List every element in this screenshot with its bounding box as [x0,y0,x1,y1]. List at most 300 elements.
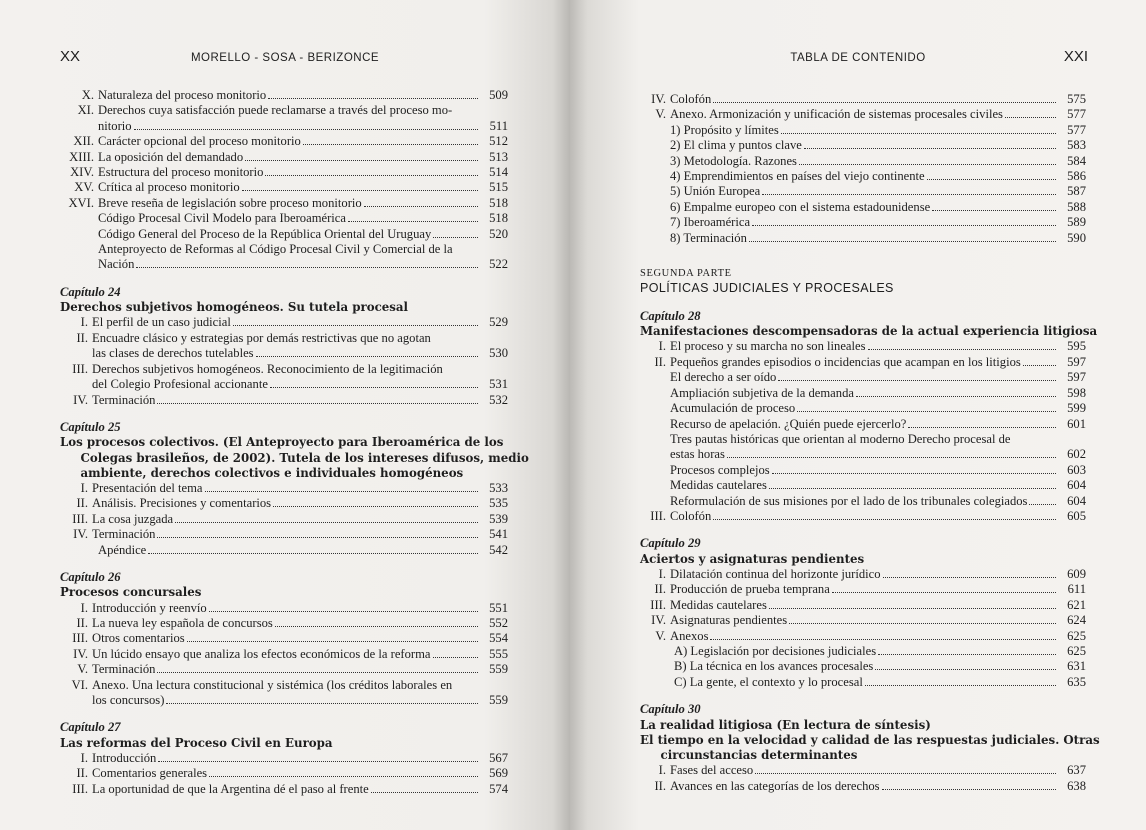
entry-page: 590 [1067,230,1086,245]
entry-number: II. [654,778,666,793]
toc-entry [640,417,1086,432]
dot-leader [789,623,1056,624]
entry-page: 569 [489,766,508,781]
toc-entry [60,631,508,646]
toc-entry [640,613,1086,628]
dot-leader [148,553,478,554]
entry-title: Tres pautas históricas que orientan al moderno Derecho procesal de [670,431,1011,446]
entry-title: Derechos subjetivos homogéneos. Reconocimiento de la legitimación [92,361,443,376]
entry-title: El derecho a ser oído [670,370,777,385]
entry-title: Dilatación continua del horizonte jurídico [670,566,881,581]
entry-number: III. [650,508,666,523]
entry-number: VI. [71,677,88,692]
dot-leader [713,102,1056,103]
entry-title: C) La gente, el contexto y lo procesal [674,674,863,689]
toc-entry [640,509,1086,524]
toc-entry [60,150,508,165]
entry-page: 638 [1067,778,1086,793]
chapter-label: Capítulo 29 [640,536,701,551]
entry-number: II. [76,496,88,511]
chapter-title: circunstancias determinantes [640,748,858,763]
entry-page: 533 [489,480,508,495]
dot-leader [762,194,1056,195]
toc-entry [640,123,1086,138]
entry-number: I. [658,339,666,354]
entry-page: 602 [1067,447,1086,462]
left-folio: XX [60,48,81,65]
entry-title: nitorio [98,118,132,133]
entry-number: XII. [73,134,94,149]
chapter-title: Aciertos y asignaturas pendientes [640,551,865,566]
chapter-title: La realidad litigiosa (En lectura de síntesis) [640,717,931,732]
toc-entry [60,242,478,257]
entry-page: 609 [1067,566,1086,581]
toc-entry [640,355,1086,370]
entry-number: IV. [73,392,88,407]
entry-number: I. [658,763,666,778]
entry-title: Crítica al proceso monitorio [98,180,240,195]
entry-title: 2) El clima y puntos clave [670,138,802,153]
toc-entry [640,659,1086,674]
toc-entry [60,211,508,226]
toc-entry [60,227,508,242]
entry-number: II. [76,330,88,345]
entry-title: Ampliación subjetiva de la demanda [670,385,854,400]
dot-leader [856,396,1056,397]
dot-leader [882,789,1056,790]
entry-page: 587 [1067,184,1086,199]
dot-leader [755,773,1056,774]
dot-leader [1023,365,1056,366]
toc-entry [60,315,508,330]
entry-title: Fases del acceso [670,763,754,778]
entry-title: Naturaleza del proceso monitorio [98,88,267,102]
dot-leader [268,98,478,99]
entry-title: Otros comentarios [92,631,185,646]
entry-title: las clases de derechos tutelables [92,346,254,361]
toc-entry [640,478,1086,493]
dot-leader [769,488,1056,489]
dot-leader [778,380,1056,381]
toc-entry [60,647,508,662]
toc-entry [60,662,508,677]
entry-page: 604 [1067,478,1086,493]
entry-number: II. [654,582,666,597]
dot-leader [710,639,1056,640]
entry-number: IV. [73,646,88,661]
dot-leader [1029,504,1056,505]
toc-entry [60,393,508,408]
toc-entry [640,231,1086,246]
toc-entry [60,165,508,180]
toc-entry [60,693,508,708]
entry-page: 624 [1067,613,1086,628]
toc-entry [640,463,1086,478]
chapter-label: Capítulo 30 [640,702,701,717]
entry-page: 577 [1067,107,1086,122]
entry-title: Terminación [92,392,156,407]
toc-entry [640,138,1086,153]
dot-leader [256,356,478,357]
entry-title: Derechos cuya satisfacción puede reclamarse a través del proceso mo- [98,103,453,118]
toc-entry [60,496,508,511]
dot-leader [865,685,1056,686]
entry-title: los concursos) [92,693,165,708]
entry-title: Colofón [670,508,712,523]
dot-leader [157,537,478,538]
entry-number: XIV. [70,165,94,180]
dot-leader [713,519,1056,520]
toc-entry [640,401,1086,416]
toc-entry [60,180,508,195]
entry-page: 555 [489,646,508,661]
toc-entry [60,751,508,766]
toc-entry [640,567,1086,582]
entry-page: 599 [1067,401,1086,416]
dot-leader [932,210,1056,211]
entry-number: IV. [73,527,88,542]
entry-title: Terminación [92,662,156,677]
entry-number: XV. [74,180,94,195]
dot-leader [875,669,1056,670]
entry-page: 542 [489,542,508,557]
toc-entry [60,103,478,118]
entry-title: Avances en las categorías de los derechos [670,778,880,793]
toc-entry [640,339,1086,354]
entry-page: 567 [489,751,508,766]
entry-page: 635 [1067,674,1086,689]
entry-title: Terminación [92,527,156,542]
entry-title: Análisis. Precisiones y comentarios [92,496,272,511]
dot-leader [364,206,478,207]
entry-page: 554 [489,631,508,646]
entry-title: 7) Iberoamérica [670,215,751,230]
toc-entry [60,543,508,558]
dot-leader [157,672,478,673]
dot-leader [245,160,478,161]
dot-leader [242,190,478,191]
entry-page: 597 [1067,354,1086,369]
entry-title: del Colegio Profesional accionante [92,377,268,392]
dot-leader [927,179,1056,180]
dot-leader [265,175,478,176]
entry-title: estas horas [670,447,725,462]
entry-number: XVI. [68,195,94,210]
entry-title: 3) Metodología. Razones [670,153,797,168]
entry-page: 530 [489,346,508,361]
entry-title: Procesos complejos [670,462,770,477]
entry-page: 551 [489,600,508,615]
dot-leader [371,792,478,793]
entry-number: XIII. [69,149,94,164]
dot-leader [157,403,478,404]
entry-number: V. [655,107,666,122]
toc-entry [60,616,508,631]
toc-entry [640,184,1086,199]
toc-entry [60,377,508,392]
entry-title: Código General del Proceso de la República Oriental del Uruguay [98,226,432,241]
toc-entry [60,527,508,542]
entry-number: I. [80,751,88,766]
entry-page: 518 [489,211,508,226]
chapter-label: Capítulo 27 [60,720,121,735]
chapter-label: Capítulo 26 [60,569,121,584]
chapter-label: Capítulo 28 [640,308,701,323]
dot-leader [348,221,478,222]
toc-entry [640,154,1086,169]
right-page [570,0,1146,830]
entry-page: 611 [1067,582,1086,597]
chapter-title: Las reformas del Proceso Civil en Europa [60,735,333,750]
entry-page: 631 [1067,659,1086,674]
entry-page: 559 [489,662,508,677]
entry-title: B) La técnica en los avances procesales [674,659,874,674]
toc-entry [640,675,1086,690]
entry-page: 583 [1067,138,1086,153]
entry-title: Pequeños grandes episodios o incidencias que acampan en los litigios [670,354,1021,369]
toc-entry [640,215,1086,230]
entry-page: 597 [1067,370,1086,385]
entry-title: Carácter opcional del proceso monitorio [98,134,301,149]
entry-page: 552 [489,615,508,630]
entry-page: 518 [489,195,508,210]
chapter-title: Colegas brasileños, de 2002). Tutela de los intereses difusos, medio [60,450,529,465]
chapter-title: El tiempo en la velocidad y calidad de las respuestas judiciales. Otras [640,732,1100,747]
dot-leader [769,608,1056,609]
entry-title: A) Legislación por decisiones judiciales [674,644,877,658]
toc-entry [640,169,1086,184]
entry-title: Introducción y reenvío [92,600,207,615]
entry-title: El proceso y su marcha no son lineales [670,339,866,354]
toc-entry [640,200,1086,215]
entry-page: 603 [1067,462,1086,477]
entry-page: 559 [489,693,508,708]
entry-page: 577 [1067,122,1086,137]
left-toc [60,88,529,797]
entry-page: 625 [1067,628,1086,643]
right-folio: XXI [1063,48,1088,65]
dot-leader [727,457,1056,458]
dot-leader [749,241,1056,242]
entry-number: II. [654,354,666,369]
entry-title: Un lúcido ensayo que analiza los efectos económicos de la reforma [92,646,431,661]
toc-entry [60,766,508,781]
toc-entry [60,512,508,527]
dot-leader [166,703,478,704]
entry-number: III. [72,631,88,646]
entry-number: V. [77,662,88,677]
entry-number: XI. [77,103,94,118]
entry-title: Asignaturas pendientes [670,613,788,628]
toc-entry [60,782,508,797]
entry-title: Anexo. Una lectura constitucional y sistémica (los créditos laborales en [92,677,453,692]
entry-page: 512 [489,134,508,149]
entry-title: Medidas cautelares [670,597,767,612]
chapter-title: Los procesos colectivos. (El Anteproyecto para Iberoamérica de los [60,435,504,450]
entry-title: Anexo. Armonización y unificación de sistemas procesales civiles [670,107,1003,122]
toc-entry [60,257,508,272]
toc-entry [640,763,1086,778]
toc-entry [60,362,478,377]
toc-entry [60,196,508,211]
dot-leader [799,164,1056,165]
dot-leader [209,611,478,612]
entry-title: Anexos [670,628,709,643]
entry-page: 515 [489,180,508,195]
entry-title: 6) Empalme europeo con el sistema estadounidense [670,199,931,214]
dot-leader [883,577,1056,578]
chapter-label: Capítulo 24 [60,284,121,299]
toc-entry [640,582,1086,597]
dot-leader [233,325,478,326]
dot-leader [158,761,478,762]
entry-page: 637 [1067,763,1086,778]
entry-title: Presentación del tema [92,480,203,495]
chapter-title: Derechos subjetivos homogéneos. Su tutela procesal [60,300,409,315]
entry-title: Recurso de apelación. ¿Quién puede ejercerlo? [670,416,907,431]
entry-number: III. [72,361,88,376]
entry-number: I. [80,480,88,495]
right-toc [640,92,1100,794]
toc-entry [60,119,508,134]
entry-page: 589 [1067,215,1086,230]
entry-title: Nación [98,257,135,272]
entry-page: 574 [489,781,508,796]
entry-number: III. [650,597,666,612]
entry-number: III. [72,511,88,526]
entry-number: IV. [651,92,666,106]
entry-title: La oposición del demandado [98,149,244,164]
dot-leader [433,657,478,658]
entry-title: 5) Unión Europea [670,184,761,199]
chapter-title: Procesos concursales [60,585,202,600]
entry-page: 513 [489,149,508,164]
entry-page: 532 [489,392,508,407]
entry-page: 535 [489,496,508,511]
entry-page: 586 [1067,169,1086,184]
toc-entry [60,88,508,103]
entry-page: 529 [489,315,508,330]
entry-number: I. [658,566,666,581]
dot-leader [273,506,478,507]
entry-title: Anteproyecto de Reformas al Código Procesal Civil y Comercial de la [98,242,453,257]
entry-number: I. [80,600,88,615]
toc-entry [640,447,1086,462]
entry-page: 595 [1067,339,1086,354]
toc-entry [60,678,478,693]
entry-title: Código Procesal Civil Modelo para Iberoamérica [98,211,346,226]
entry-title: La nueva ley española de concursos [92,615,273,630]
dot-leader [205,491,478,492]
entry-page: 522 [489,257,508,272]
part-label: SEGUNDA PARTE [640,268,732,280]
entry-title: Medidas cautelares [670,478,767,493]
chapter-label: Capítulo 25 [60,419,121,434]
dot-leader [134,129,478,130]
entry-title: Apéndice [98,542,147,557]
entry-page: 598 [1067,385,1086,400]
dot-leader [908,427,1056,428]
entry-page: 588 [1067,199,1086,214]
dot-leader [270,387,478,388]
toc-entry [640,432,1056,447]
chapter-title: ambiente, derechos colectivos e individuales homogéneos [60,465,464,480]
entry-title: 1) Propósito y límites [670,122,779,137]
toc-entry [640,107,1086,122]
dot-leader [1005,117,1056,118]
entry-page: 584 [1067,153,1086,168]
toc-entry [60,481,508,496]
entry-number: III. [72,781,88,796]
dot-leader [772,473,1056,474]
entry-title: Estructura del proceso monitorio [98,165,264,180]
entry-number: I. [80,315,88,330]
left-page [0,0,570,830]
left-running-header: MORELLO - SOSA - BERIZONCE [190,52,380,64]
toc-entry [640,598,1086,613]
dot-leader [797,411,1056,412]
entry-number: IV. [651,613,666,628]
entry-title: Colofón [670,92,712,106]
entry-number: II. [76,766,88,781]
entry-page: 509 [489,88,508,102]
toc-entry [640,370,1086,385]
toc-entry [60,346,508,361]
entry-title: Breve reseña de legislación sobre proceso monitorio [98,195,362,210]
toc-entry [60,601,508,616]
toc-entry [640,494,1086,509]
entry-title: El perfil de un caso judicial [92,315,231,330]
chapter-title: Manifestaciones descompensadoras de la actual experiencia litigiosa [640,324,1098,339]
dot-leader [752,225,1056,226]
entry-page: 621 [1067,597,1086,612]
toc-entry [60,331,478,346]
dot-leader [868,349,1057,350]
entry-title: Acumulación de proceso [670,401,796,416]
entry-page: 575 [1067,92,1086,106]
dot-leader [832,592,1056,593]
toc-entry [640,386,1086,401]
toc-entry [640,779,1086,794]
entry-page: 511 [489,118,508,133]
right-running-header: TABLA DE CONTENIDO [790,52,926,64]
entry-title: La cosa juzgada [92,511,174,526]
entry-page: 520 [489,226,508,241]
entry-page: 514 [489,165,508,180]
toc-entry [640,92,1086,107]
entry-page: 539 [489,511,508,526]
dot-leader [275,626,478,627]
entry-page: 541 [489,527,508,542]
entry-title: Introducción [92,751,157,766]
entry-title: Comentarios generales [92,766,208,781]
entry-number: X. [81,88,94,102]
entry-page: 531 [489,377,508,392]
toc-entry [640,629,1086,644]
entry-page: 625 [1067,644,1086,658]
entry-number: V. [655,628,666,643]
entry-page: 604 [1067,493,1086,508]
entry-title: 8) Terminación [670,230,747,245]
entry-title: La oportunidad de que la Argentina dé el paso al frente [92,781,369,796]
dot-leader [804,148,1056,149]
dot-leader [878,654,1056,655]
entry-page: 605 [1067,508,1086,523]
dot-leader [187,641,478,642]
part-title: POLÍTICAS JUDICIALES Y PROCESALES [640,281,894,296]
entry-title: Producción de prueba temprana [670,582,830,597]
toc-entry [60,134,508,149]
